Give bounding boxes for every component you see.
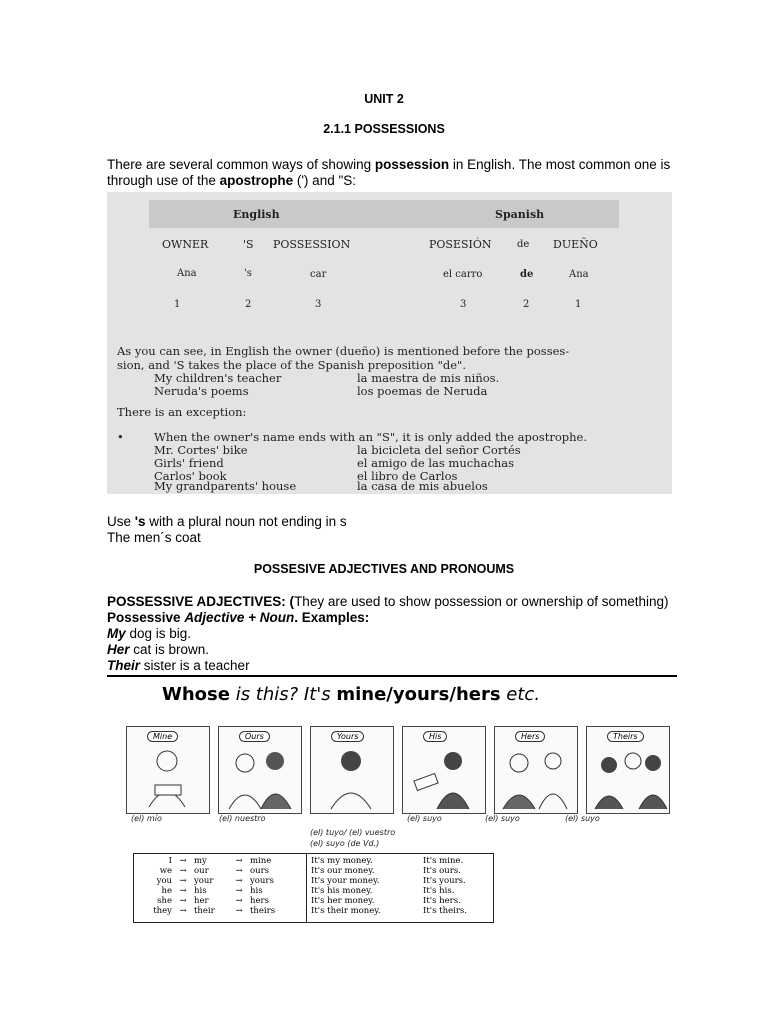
example-word: My (107, 626, 126, 641)
exception-es: el amigo de las muchachas (357, 456, 515, 470)
adjectives-label: POSSESSIVE ADJECTIVES: ( (107, 594, 295, 609)
comic-panel-yours (310, 726, 394, 814)
example-rest: cat is brown. (129, 642, 210, 657)
unit-title: UNIT 2 (364, 92, 404, 106)
cell-posesion: POSESIÓN (429, 238, 492, 251)
possessive-pronoun: ours (250, 866, 270, 876)
subject-pronoun: we (159, 866, 172, 876)
intro-bold-word: possession (374, 157, 450, 172)
cell-num: 1 (575, 299, 582, 310)
cell-num: 3 (460, 299, 467, 310)
arrow-icon: → (235, 876, 243, 886)
comic-panel-theirs (586, 726, 670, 814)
formula-italic: Adjective + Noun (184, 610, 295, 625)
pronoun-table (133, 853, 311, 923)
possessive-adjective: her (194, 896, 209, 906)
caption-his: (el) suyo (407, 814, 442, 823)
example-es: la maestra de mis niños. (357, 371, 500, 385)
possessive-adjective: my (194, 856, 207, 866)
subject-pronoun: you (156, 876, 172, 886)
speech-bubble: His (423, 731, 447, 742)
explanation-line: As you can see, in English the owner (dueño) is mentioned before the posses- (117, 344, 570, 358)
sentence-short: It's yours. (423, 876, 466, 886)
pronoun-row (138, 856, 306, 866)
example-word: Their (107, 658, 141, 673)
arrow-icon: → (179, 896, 187, 906)
sentence-row (311, 876, 489, 886)
caption-ours: (el) nuestro (219, 814, 266, 823)
cell-de: de (517, 239, 530, 250)
comic-title-part: mine/yours/hers (336, 684, 501, 705)
sentence-short: It's ours. (423, 866, 461, 876)
cell-num: 1 (174, 299, 181, 310)
comic-title-part: etc. (500, 684, 541, 705)
comic-title-part: is this? (229, 684, 304, 705)
exception-en: My grandparents' house (154, 479, 297, 493)
caption-theirs: (el) suyo (565, 814, 600, 823)
arrow-icon: → (235, 866, 243, 876)
exception-es: la casa de mis abuelos (357, 479, 488, 493)
example-rest: dog is big. (125, 626, 192, 641)
example-en: Neruda's poems (154, 384, 249, 398)
subject-pronoun: she (157, 896, 172, 906)
intro-bold-word: apostrophe (219, 173, 294, 188)
adjectives-section (107, 594, 707, 674)
subject-pronoun: they (153, 906, 172, 916)
arrow-icon: → (179, 866, 187, 876)
exception-en: Carlos' book (154, 469, 227, 483)
possessive-adjective: our (194, 866, 209, 876)
cell-s: 'S (243, 238, 254, 251)
pronoun-row (138, 866, 306, 876)
pronoun-row (138, 876, 306, 886)
cell-dueno: DUEÑO (553, 238, 598, 251)
table-header-band (149, 200, 619, 228)
explanation-line: sion, and 'S takes the place of the Spanish preposition "de". (117, 358, 466, 372)
cell-num: 2 (245, 299, 252, 310)
pronoun-row (138, 896, 306, 906)
sentence-short: It's theirs. (423, 906, 467, 916)
cell-possession: POSSESSION (273, 238, 351, 251)
speech-bubble: Mine (147, 731, 178, 742)
cell-carro: el carro (443, 269, 483, 280)
cell-ana: Ana (177, 268, 197, 279)
comic-title-part: It's (303, 684, 337, 705)
possessive-pronoun: his (250, 886, 263, 896)
header-spanish: Spanish (495, 208, 545, 221)
sentence-long: It's his money. (311, 886, 373, 896)
exception-rule: When the owner's name ends with an "S", it is only added the apostrophe. (154, 430, 587, 444)
speech-bubble: Ours (239, 731, 270, 742)
subject-pronoun: I (168, 856, 172, 866)
sentence-long: It's her money. (311, 896, 375, 906)
caption-hers: (el) suyo (485, 814, 520, 823)
plural-bold: 's (134, 514, 146, 529)
cell-ana2: Ana (569, 269, 589, 280)
example-en: My children's teacher (154, 371, 282, 385)
sentence-row (311, 906, 489, 916)
intro-text: through use of the (107, 173, 220, 188)
plural-text: Use (107, 514, 135, 529)
header-english: English (233, 208, 280, 221)
sentence-short: It's mine. (423, 856, 464, 866)
arrow-icon: → (179, 906, 187, 916)
comic-panel-hers (494, 726, 578, 814)
exception-es: la bicicleta del señor Cortés (357, 443, 521, 457)
comic-panel-ours (218, 726, 302, 814)
arrow-icon: → (179, 876, 187, 886)
adjectives-desc: They are used to show possession or ownership of something) (294, 594, 669, 609)
possessive-pronoun: mine (250, 856, 272, 866)
possessive-pronoun: theirs (250, 906, 276, 916)
cell-de2: de (520, 269, 534, 280)
arrow-icon: → (179, 856, 187, 866)
exception-heading: There is an exception: (117, 405, 247, 419)
cell-owner: OWNER (162, 238, 209, 251)
possessive-pronoun: yours (250, 876, 274, 886)
arrow-icon: → (235, 886, 243, 896)
possessive-adjective: their (194, 906, 215, 916)
plural-note (107, 514, 347, 546)
cell-num: 3 (315, 299, 322, 310)
exception-en: Girls' friend (154, 456, 224, 470)
speech-bubble: Theirs (607, 731, 644, 742)
speech-bubble: Yours (331, 731, 364, 742)
intro-text: (') and "S: (293, 173, 357, 188)
scanned-possession-table (107, 192, 672, 494)
sentence-row (311, 896, 489, 906)
adjectives-title: POSSESIVE ADJECTIVES AND PRONOUMS (253, 562, 515, 576)
example-rest: sister is a teacher (140, 658, 250, 673)
sentence-long: It's our money. (311, 866, 375, 876)
bullet-icon: • (117, 430, 124, 444)
intro-text: There are several common ways of showing (107, 157, 375, 172)
formula-text: . Examples: (294, 610, 370, 625)
arrow-icon: → (179, 886, 187, 896)
sentence-short: It's hers. (423, 896, 461, 906)
sentence-short: It's his. (423, 886, 455, 896)
possessive-pronoun: hers (250, 896, 269, 906)
possessive-adjective: his (194, 886, 207, 896)
whose-is-this-illustration (107, 678, 677, 928)
caption-mine: (el) mío (131, 814, 162, 823)
comic-title (162, 684, 540, 705)
intro-paragraph (107, 157, 707, 189)
comic-panel-mine (126, 726, 210, 814)
plural-example: The men´s coat (107, 530, 201, 545)
caption-yours-2: (el) suyo (de Vd.) (310, 839, 380, 848)
speech-bubble: Hers (515, 731, 545, 742)
example-word: Her (107, 642, 130, 657)
sentence-table (306, 853, 494, 923)
exception-en: Mr. Cortes' bike (154, 443, 248, 457)
caption-yours-1: (el) tuyo/ (el) vuestro (310, 828, 396, 837)
sentence-long: It's their money. (311, 906, 381, 916)
exception-es: el libro de Carlos (357, 469, 458, 483)
divider-line (107, 675, 677, 677)
plural-text: with a plural noun not ending in s (145, 514, 347, 529)
section-title: 2.1.1 POSSESSIONS (323, 122, 445, 136)
example-es: los poemas de Neruda (357, 384, 488, 398)
comic-panel-his (402, 726, 486, 814)
possessive-adjective: your (194, 876, 214, 886)
pronoun-row (138, 906, 306, 916)
cell-car: car (310, 269, 327, 280)
intro-text: in English. The most common one is (449, 157, 671, 172)
comic-title-part: Whose (162, 684, 230, 705)
cell-num: 2 (523, 299, 530, 310)
formula-text: Possessive (107, 610, 185, 625)
sentence-long: It's my money. (311, 856, 373, 866)
arrow-icon: → (235, 856, 243, 866)
sentence-row (311, 856, 489, 866)
sentence-long: It's your money. (311, 876, 380, 886)
cell-s2: 's (244, 268, 252, 279)
arrow-icon: → (235, 896, 243, 906)
arrow-icon: → (235, 906, 243, 916)
sentence-row (311, 866, 489, 876)
subject-pronoun: he (161, 886, 172, 896)
pronoun-row (138, 886, 306, 896)
sentence-row (311, 886, 489, 896)
